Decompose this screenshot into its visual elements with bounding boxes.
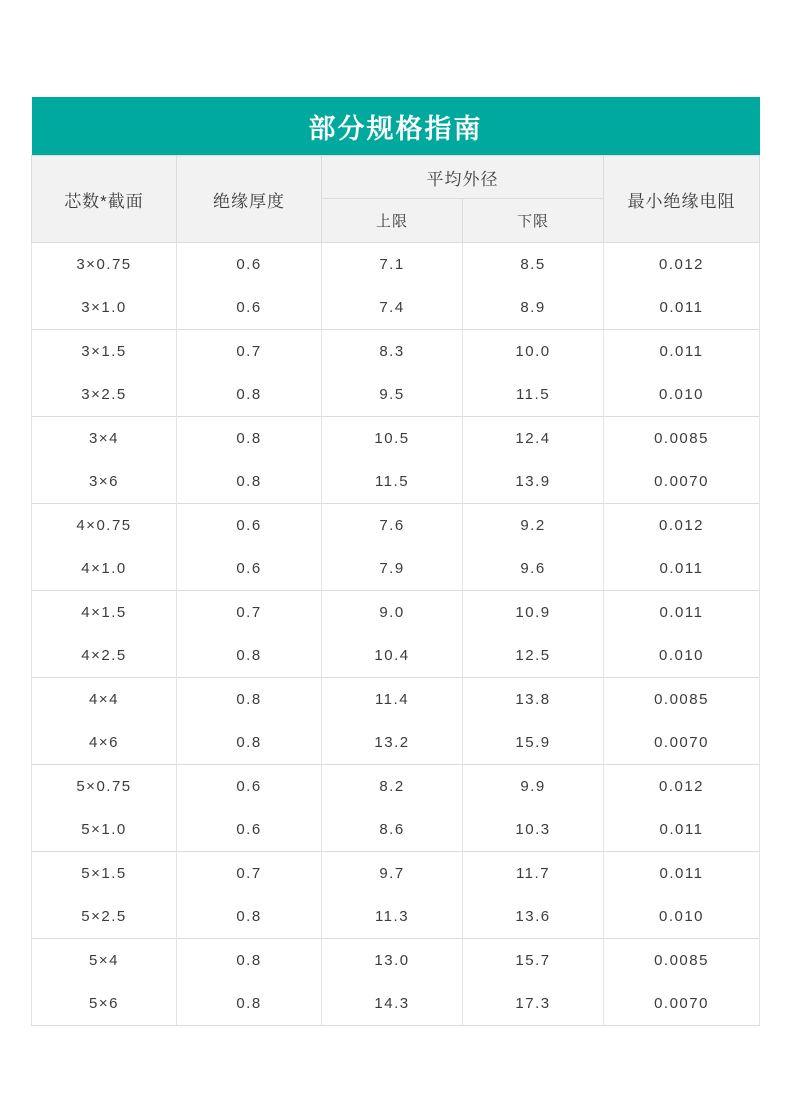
- cell-outer-diameter-lower: 13.8: [463, 678, 604, 722]
- cell-outer-diameter-upper: 13.2: [322, 721, 463, 765]
- cell-insulation-thickness: 0.8: [177, 373, 322, 417]
- header-insulation-thickness: 绝缘厚度: [177, 156, 322, 243]
- table-body: [32, 97, 760, 1026]
- table-header-row: [32, 156, 760, 199]
- cell-outer-diameter-lower: 10.0: [463, 330, 604, 374]
- cell-min-insulation-resistance: 0.011: [604, 591, 760, 635]
- cell-min-insulation-resistance: 0.0085: [604, 678, 760, 722]
- cell-outer-diameter-lower: 12.5: [463, 634, 604, 678]
- cell-outer-diameter-lower: 13.6: [463, 895, 604, 939]
- cell-insulation-thickness: 0.8: [177, 895, 322, 939]
- table-title-row: [32, 97, 760, 156]
- cell-min-insulation-resistance: 0.011: [604, 547, 760, 591]
- table-row: [32, 504, 760, 548]
- cell-outer-diameter-upper: 7.6: [322, 504, 463, 548]
- cell-outer-diameter-lower: 11.7: [463, 852, 604, 896]
- cell-outer-diameter-lower: 9.2: [463, 504, 604, 548]
- cell-min-insulation-resistance: 0.012: [604, 765, 760, 809]
- table-row: [32, 547, 760, 591]
- cell-insulation-thickness: 0.6: [177, 808, 322, 852]
- spec-table-container: [31, 97, 759, 1026]
- cell-outer-diameter-lower: 13.9: [463, 460, 604, 504]
- cell-outer-diameter-lower: 9.6: [463, 547, 604, 591]
- cell-outer-diameter-upper: 11.3: [322, 895, 463, 939]
- cell-outer-diameter-lower: 10.3: [463, 808, 604, 852]
- cell-outer-diameter-lower: 11.5: [463, 373, 604, 417]
- cell-min-insulation-resistance: 0.0070: [604, 982, 760, 1026]
- cell-outer-diameter-upper: 11.4: [322, 678, 463, 722]
- cell-outer-diameter-upper: 10.5: [322, 417, 463, 461]
- table-row: [32, 460, 760, 504]
- cell-min-insulation-resistance: 0.012: [604, 243, 760, 287]
- cell-min-insulation-resistance: 0.011: [604, 286, 760, 330]
- cell-min-insulation-resistance: 0.0070: [604, 721, 760, 765]
- header-average-outer-diameter: 平均外径: [322, 156, 604, 199]
- cell-outer-diameter-lower: 15.9: [463, 721, 604, 765]
- cell-min-insulation-resistance: 0.0085: [604, 417, 760, 461]
- cell-core-section: 5×2.5: [32, 895, 177, 939]
- cell-insulation-thickness: 0.7: [177, 852, 322, 896]
- cell-insulation-thickness: 0.8: [177, 721, 322, 765]
- table-row: [32, 591, 760, 635]
- cell-core-section: 3×6: [32, 460, 177, 504]
- cell-insulation-thickness: 0.7: [177, 591, 322, 635]
- cell-outer-diameter-upper: 7.9: [322, 547, 463, 591]
- table-row: [32, 678, 760, 722]
- cell-min-insulation-resistance: 0.0070: [604, 460, 760, 504]
- cell-core-section: 4×1.0: [32, 547, 177, 591]
- cell-outer-diameter-upper: 8.2: [322, 765, 463, 809]
- cell-core-section: 4×4: [32, 678, 177, 722]
- cell-outer-diameter-upper: 14.3: [322, 982, 463, 1026]
- cell-core-section: 4×2.5: [32, 634, 177, 678]
- cell-insulation-thickness: 0.6: [177, 765, 322, 809]
- table-row: [32, 330, 760, 374]
- cell-core-section: 5×1.5: [32, 852, 177, 896]
- cell-outer-diameter-upper: 9.7: [322, 852, 463, 896]
- cell-min-insulation-resistance: 0.011: [604, 330, 760, 374]
- table-title: 部分规格指南: [32, 97, 760, 156]
- cell-core-section: 4×1.5: [32, 591, 177, 635]
- cell-outer-diameter-upper: 13.0: [322, 939, 463, 983]
- cell-outer-diameter-upper: 7.4: [322, 286, 463, 330]
- cell-insulation-thickness: 0.8: [177, 982, 322, 1026]
- table-row: [32, 721, 760, 765]
- cell-insulation-thickness: 0.6: [177, 286, 322, 330]
- table-row: [32, 939, 760, 983]
- cell-insulation-thickness: 0.6: [177, 504, 322, 548]
- cell-core-section: 5×6: [32, 982, 177, 1026]
- cell-core-section: 5×0.75: [32, 765, 177, 809]
- cell-min-insulation-resistance: 0.012: [604, 504, 760, 548]
- cell-min-insulation-resistance: 0.010: [604, 373, 760, 417]
- cell-insulation-thickness: 0.6: [177, 243, 322, 287]
- cell-outer-diameter-upper: 10.4: [322, 634, 463, 678]
- table-row: [32, 417, 760, 461]
- cell-min-insulation-resistance: 0.011: [604, 852, 760, 896]
- cell-outer-diameter-lower: 8.5: [463, 243, 604, 287]
- table-row: [32, 765, 760, 809]
- table-row: [32, 243, 760, 287]
- cell-core-section: 3×1.0: [32, 286, 177, 330]
- cell-core-section: 4×0.75: [32, 504, 177, 548]
- header-lower-limit: 下限: [463, 199, 604, 243]
- cell-outer-diameter-upper: 7.1: [322, 243, 463, 287]
- table-row: [32, 373, 760, 417]
- cell-outer-diameter-upper: 8.6: [322, 808, 463, 852]
- cell-outer-diameter-upper: 11.5: [322, 460, 463, 504]
- header-core-section: 芯数*截面: [32, 156, 177, 243]
- table-row: [32, 808, 760, 852]
- cell-outer-diameter-upper: 9.0: [322, 591, 463, 635]
- cell-insulation-thickness: 0.6: [177, 547, 322, 591]
- cell-min-insulation-resistance: 0.010: [604, 634, 760, 678]
- cell-outer-diameter-upper: 9.5: [322, 373, 463, 417]
- cell-insulation-thickness: 0.8: [177, 417, 322, 461]
- header-upper-limit: 上限: [322, 199, 463, 243]
- cell-outer-diameter-lower: 12.4: [463, 417, 604, 461]
- cell-outer-diameter-lower: 17.3: [463, 982, 604, 1026]
- cell-insulation-thickness: 0.8: [177, 939, 322, 983]
- cell-core-section: 5×1.0: [32, 808, 177, 852]
- cell-core-section: 3×1.5: [32, 330, 177, 374]
- cell-outer-diameter-lower: 10.9: [463, 591, 604, 635]
- cell-insulation-thickness: 0.8: [177, 634, 322, 678]
- cell-insulation-thickness: 0.8: [177, 678, 322, 722]
- cell-min-insulation-resistance: 0.011: [604, 808, 760, 852]
- table-row: [32, 982, 760, 1026]
- cell-core-section: 4×6: [32, 721, 177, 765]
- table-row: [32, 634, 760, 678]
- cell-min-insulation-resistance: 0.0085: [604, 939, 760, 983]
- table-row: [32, 852, 760, 896]
- cell-core-section: 3×0.75: [32, 243, 177, 287]
- cell-outer-diameter-lower: 9.9: [463, 765, 604, 809]
- cell-insulation-thickness: 0.8: [177, 460, 322, 504]
- cell-core-section: 3×2.5: [32, 373, 177, 417]
- cell-core-section: 3×4: [32, 417, 177, 461]
- cell-core-section: 5×4: [32, 939, 177, 983]
- header-min-insulation-resistance: 最小绝缘电阻: [604, 156, 760, 243]
- table-row: [32, 286, 760, 330]
- cell-min-insulation-resistance: 0.010: [604, 895, 760, 939]
- table-row: [32, 895, 760, 939]
- cell-insulation-thickness: 0.7: [177, 330, 322, 374]
- cell-outer-diameter-lower: 8.9: [463, 286, 604, 330]
- cell-outer-diameter-lower: 15.7: [463, 939, 604, 983]
- specification-table: [31, 97, 760, 1026]
- cell-outer-diameter-upper: 8.3: [322, 330, 463, 374]
